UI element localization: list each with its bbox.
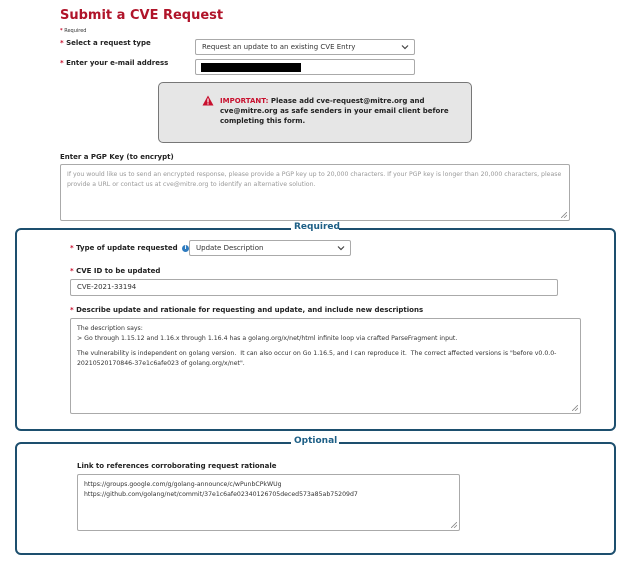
important-notice (158, 82, 472, 143)
chevron-down-icon (401, 43, 409, 51)
info-icon[interactable]: i (182, 245, 189, 252)
references-line-2: https://github.com/golang/net/commit/37e1c6afe02340126705deced573a85ab75209d7 (84, 491, 358, 498)
references-label: Link to references corroborating request rationale (77, 462, 277, 470)
required-star: * (60, 59, 64, 67)
required-note-text: Required (64, 28, 87, 34)
describe-line-3: The vulnerability is independent on golang version. It can also occur on Go 1.16.5, and I can reproduce it. The correct affected versions is "before v0.0.0-20210520170846-37e1c6afe023 of golang.org/x/net". (77, 350, 557, 367)
email-label-text: Enter your e-mail address (66, 59, 169, 67)
important-text: Please add cve-request@mitre.org and cve@mitre.org as safe senders in your email client before completing this form. (220, 97, 449, 125)
request-type-label-text: Select a request type (66, 39, 151, 47)
cve-id-label-text: CVE ID to be updated (76, 267, 161, 275)
resize-handle-icon[interactable] (572, 405, 578, 411)
describe-textarea[interactable] (70, 318, 581, 414)
update-type-label (70, 244, 189, 252)
required-note (60, 28, 86, 34)
important-message (220, 96, 460, 126)
pgp-label: Enter a PGP Key (to encrypt) (60, 153, 174, 161)
describe-label (70, 306, 423, 314)
required-star: * (70, 306, 74, 314)
email-input[interactable] (195, 59, 415, 75)
required-star: * (70, 267, 74, 275)
required-star: * (60, 28, 63, 34)
cve-id-input[interactable] (70, 279, 558, 296)
describe-label-text: Describe update and rationale for requesting and update, and include new descriptions (76, 306, 424, 314)
required-star: * (70, 244, 74, 252)
cve-id-value: CVE-2021-33194 (77, 283, 137, 291)
required-star: * (60, 39, 64, 47)
cve-id-label (70, 267, 160, 275)
references-line-1: https://groups.google.com/g/golang-announce/c/wPunbCPkWUg (84, 481, 282, 488)
describe-line-2: > Go through 1.15.12 and 1.16.x through 1.16.4 has a golang.org/x/net/html infinite loop via crafted ParseFragment input. (77, 335, 458, 342)
important-prefix: IMPORTANT: (220, 97, 269, 105)
update-type-select[interactable] (189, 240, 351, 256)
optional-legend: Optional (291, 436, 339, 446)
request-type-label (60, 39, 151, 47)
email-redaction (201, 63, 301, 72)
pgp-placeholder: If you would like us to send an encrypted response, please provide a PGP key up to 20,000 characters. If your PGP key is longer than 20,000 characters, please provide a URL or contact us at cve@mitre.org to identify an alternative solution. (67, 171, 562, 188)
resize-handle-icon[interactable] (561, 212, 567, 218)
pgp-textarea[interactable] (60, 164, 570, 221)
update-type-label-text: Type of update requested (76, 244, 178, 252)
required-legend: Required (291, 222, 339, 232)
resize-handle-icon[interactable] (451, 522, 457, 528)
chevron-down-icon (337, 244, 345, 252)
references-textarea[interactable] (77, 474, 460, 531)
page-title: Submit a CVE Request (60, 8, 224, 23)
email-label (60, 59, 168, 67)
describe-line-1: The description says: (77, 325, 143, 332)
request-type-select[interactable] (195, 39, 415, 55)
request-type-value: Request an update to an existing CVE Entry (202, 43, 356, 51)
update-type-value: Update Description (196, 244, 264, 252)
warning-icon (202, 95, 214, 106)
